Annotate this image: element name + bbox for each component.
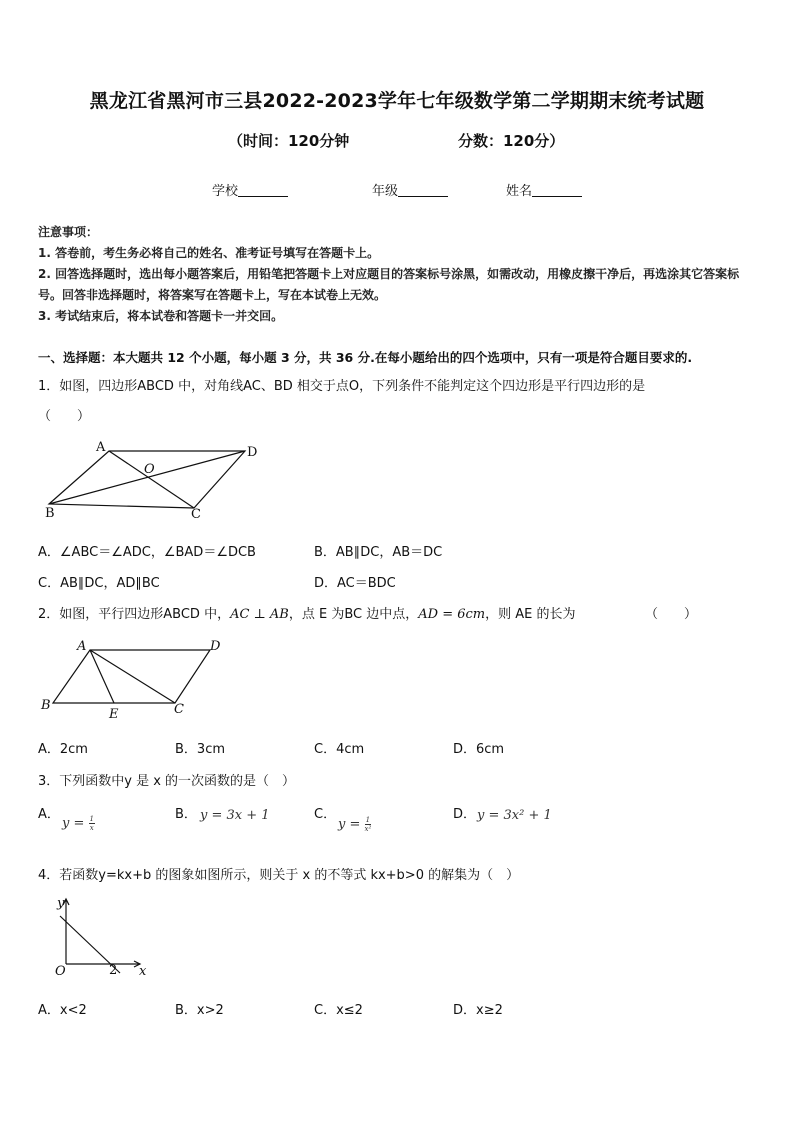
q4-option-a: A．x<2	[38, 1003, 87, 1018]
q3-c-fraction	[365, 816, 372, 833]
q3-option-b-formula: y = 3x + 1	[200, 808, 270, 823]
q3-a-numerator: 1	[89, 815, 94, 823]
q1-stem: 1．如图，四边形ABCD 中，对角线AC、BD 相交于点O，下列条件不能判定这个四边形是平行四边形的是	[38, 379, 646, 394]
q4-label-x: x	[139, 964, 147, 979]
notice-block	[38, 222, 760, 327]
section-heading: 一、选择题：本大题共 12 个小题，每小题 3 分，共 36 分.在每小题给出的四个选项中，只有一项是符合题目要求的.	[38, 350, 693, 365]
name-field	[506, 180, 582, 199]
q1-label-a: A	[96, 440, 106, 455]
q4-option-b: B．x>2	[175, 1003, 224, 1018]
exam-score: 分数：120分）	[458, 132, 565, 150]
q2-paren: （ ）	[645, 607, 698, 622]
grade-label: 年级	[372, 184, 399, 199]
q3-option-c-formula	[338, 816, 371, 833]
q3-option-d-label: D．	[453, 807, 477, 822]
q4-option-c: C．x≤2	[314, 1003, 363, 1018]
q3-option-d-formula: y = 3x² + 1	[477, 808, 552, 823]
q3-c-numerator: 1	[365, 816, 371, 824]
q2-diagonal-ac	[90, 650, 175, 703]
notice-item-1: 1. 答卷前，考生务必将自己的姓名、准考证号填写在答题卡上。	[38, 246, 380, 260]
q2-label-d: D	[210, 639, 221, 654]
q2-figure	[38, 636, 238, 724]
q1-label-b: B	[45, 506, 55, 521]
q3-stem: 3．下列函数中y 是 x 的一次函数的是（ ）	[38, 774, 296, 789]
q2-label-b: B	[41, 698, 51, 713]
q2-option-a: A．2cm	[38, 742, 88, 757]
q1-label-c: C	[191, 507, 201, 522]
q3-option-a-formula	[62, 815, 95, 832]
grade-blank	[398, 184, 448, 197]
name-label: 姓名	[506, 184, 533, 199]
q3-option-b-label: B．	[175, 807, 197, 822]
q2-label-c: C	[174, 702, 184, 717]
q3-c-denominator: x²	[364, 825, 372, 833]
q4-label-origin: O	[55, 964, 66, 979]
q4-stem: 4．若函数y=kx+b 的图象如图所示，则关于 x 的不等式 kx+b>0 的解集为（ ）	[38, 868, 520, 883]
grade-field	[372, 180, 448, 199]
q1-label-o: O	[144, 462, 155, 477]
q3-c-lhs: y =	[338, 817, 361, 832]
notice-heading: 注意事项：	[38, 225, 99, 239]
q1-option-d: D．AC＝BDC	[314, 576, 396, 591]
exam-time: （时间：120分钟	[228, 132, 350, 150]
q1-figure	[38, 436, 268, 522]
q4-option-d: D．x≥2	[453, 1003, 503, 1018]
q1-label-d: D	[247, 445, 258, 460]
school-field	[212, 180, 288, 199]
q2-label-a: A	[77, 639, 87, 654]
notice-item-2: 2. 回答选择题时，选出每小题答案后，用铅笔把答题卡上对应题目的答案标号涂黑，如需改动，用橡皮擦干净后，再选涂其它答案标号。回答非选择题时，将答案写在答题卡上，写在本试卷上无效。	[38, 267, 740, 302]
q2-stem-b: ，点 E 为BC 边中点，	[288, 607, 419, 622]
q4-label-two: 2	[109, 963, 118, 978]
q3-a-fraction	[89, 815, 95, 832]
q2-stem	[38, 603, 575, 622]
q1-option-c: C．AB∥DC，AD∥BC	[38, 576, 160, 591]
q2-math-perp: AC ⊥ AB	[230, 607, 289, 622]
q3-option-c-label: C．	[314, 807, 337, 822]
q2-stem-a: 2．如图，平行四边形ABCD 中，	[38, 607, 231, 622]
q3-option-a-label: A．	[38, 807, 60, 822]
q2-label-e: E	[109, 707, 119, 722]
school-blank	[238, 184, 288, 197]
name-blank	[532, 184, 582, 197]
q2-math-ad: AD = 6cm	[418, 607, 486, 622]
q1-paren: （ ）	[38, 409, 91, 424]
q2-stem-c: ，则 AE 的长为	[485, 607, 576, 622]
q1-diagonal-ac	[109, 451, 194, 508]
q2-option-b: B．3cm	[175, 742, 226, 757]
q4-label-y: y	[57, 896, 65, 911]
q3-a-denominator: x	[89, 824, 94, 832]
q1-option-a: A．∠ABC＝∠ADC，∠BAD＝∠DCB	[38, 545, 256, 560]
exam-title: 黑龙江省黑河市三县2022-2023学年七年级数学第二学期期末统考试题	[89, 90, 705, 112]
q3-a-lhs: y =	[62, 816, 85, 831]
q4-graph	[46, 890, 156, 982]
q2-option-d: D．6cm	[453, 742, 505, 757]
school-label: 学校	[212, 184, 239, 199]
q2-option-c: C．4cm	[314, 742, 365, 757]
q1-option-b: B．AB∥DC，AB＝DC	[314, 545, 443, 560]
notice-item-3: 3. 考试结束后，将本试卷和答题卡一并交回。	[38, 309, 284, 323]
